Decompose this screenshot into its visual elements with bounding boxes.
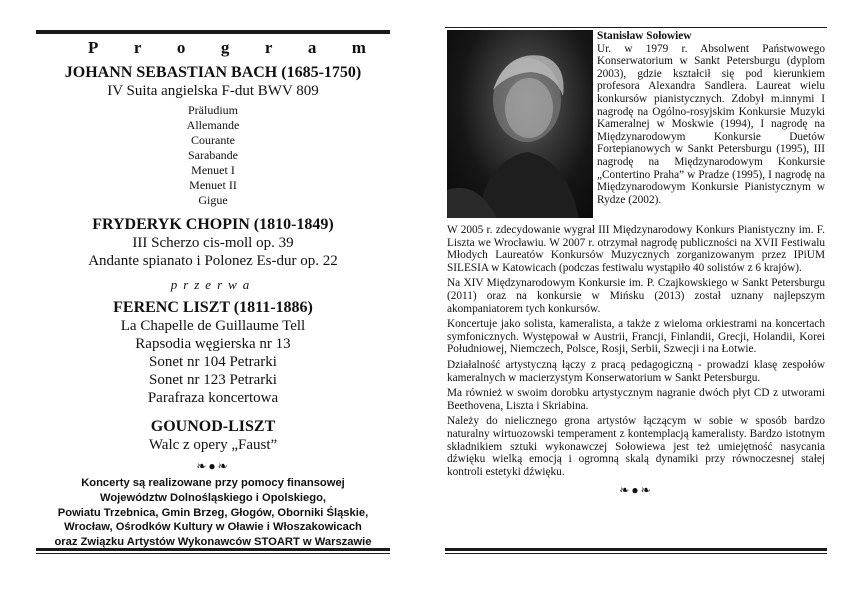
work-title: Walc z opery „Faust” (148, 437, 278, 453)
heading-letter: g (220, 38, 230, 57)
sponsor-line: Koncerty są realizowane przy pomocy finansowej (81, 477, 345, 489)
intermission-label: przerwa (170, 277, 256, 292)
portrait-image (447, 30, 593, 218)
composer-name: FRYDERYK CHOPIN (1810-1849) (92, 216, 334, 233)
artist-name: Stanisław Sołowiew (597, 30, 692, 42)
work-title: Sonet nr 104 Petrarki (149, 354, 277, 370)
sponsor-line: Powiatu Trzebnica, Gmin Brzeg, Głogów, Oborniki Śląskie, (57, 506, 369, 519)
top-rule (445, 27, 827, 28)
movement: Gigue (198, 193, 228, 207)
bio-paragraph: Działalność artystyczną łączy z pracą pedagogiczną - prowadzi klasę zespołów kameralnych w macierzystym Konserwatorium w Sankt Petersburgu. (447, 358, 825, 384)
movement: Menuet I (191, 163, 235, 177)
bio-paragraph: Należy do nielicznego grona artystów łączącym w sobie w sposób bardzo naturalny wirtuozowski temperament z kontemplacją kameralisty. Bardzo istotnym składnikiem sztuki wykonawczej Sołowiewa jest też umiejętność nasycania dźwięku wielką emocją i ogromną skalą dynamiki przy równoczesnej stałej kontroli estetyki dźwięku. (447, 415, 825, 478)
work-title: IV Suita angielska F-dut BWV 809 (107, 83, 319, 99)
bio-paragraph: Koncertuje jako solista, kameralista, a także z wieloma orkiestrami na koncertach symfonicznych. Występował w Austrii, Francji, Finlandii, Grecji, Holandii, Korei Południowej, Niemczech, Polsce, Rosji, Serbii, Szwecji i na Łotwie. (447, 318, 825, 356)
work-title: La Chapelle de Guillaume Tell (120, 318, 306, 334)
heading-letter: P (88, 38, 99, 57)
program-heading (36, 38, 390, 58)
bach-section (36, 64, 390, 208)
bottom-rule (445, 548, 827, 551)
movement: Courante (191, 133, 235, 147)
movement: Allemande (186, 118, 240, 132)
bio-intro (597, 30, 825, 206)
composer-name: GOUNOD-LISZT (150, 418, 276, 435)
heading-letter: m (351, 38, 366, 57)
bio-body (447, 224, 825, 497)
heading-letter: o (176, 38, 186, 57)
heading-letter: r (133, 38, 142, 57)
work-title: Andante spianato i Polonez Es-dur op. 22 (88, 253, 338, 269)
movement: Präludium (188, 103, 238, 117)
pianist-photo (447, 30, 593, 218)
chopin-section (36, 216, 390, 270)
work-title: Rapsodia węgierska nr 13 (135, 336, 291, 352)
sponsor-line: Województw Dolnośląskiego i Opolskiego, (99, 491, 327, 504)
bio-paragraph: Na XIV Międzynarodowym Konkursie im. P. Czajkowskiego w Sankt Petersburgu (2011) oraz na konkursie w Mińsku (2013) został uznany najlepszym akompaniatorem tych konkursów. (447, 277, 825, 315)
ornament: ❧●❧ (196, 459, 230, 473)
composer-name: FERENC LISZT (1811-1886) (113, 299, 313, 316)
sponsor-notice (36, 476, 390, 550)
bottom-rule-thin (445, 553, 827, 554)
work-title: III Scherzo cis-moll op. 39 (132, 235, 294, 251)
bottom-rule-thin (36, 553, 390, 554)
bottom-rule (36, 548, 390, 551)
ornament: ❧●❧ (619, 483, 653, 498)
bio-paragraph: Ur. w 1979 r. Absolwent Państwowego Konserwatorium w Sankt Petersburgu (dyplom 2003), gdzie kształcił się pod kierunkiem profesora Alexandra Sandlera. Laureat wielu konkursów pianistycznych. Zdobył m.innymi I nagrodę na Ogólno-rosyjskim Konkursie Muzyki Kameralnej w Moskwie (1994), I nagrodę na Międzynarodowym Konkursie Duetów Fortepianowych w Sankt Petersburgu (1995), III nagrodę na Międzynarodowym Konkursie „Contertino Praha” w Pradze (1995), I nagrodę na Międzynarodowym Konkursie Pianistycznym w Rydze (2002). (597, 42, 825, 206)
bio-paragraph: W 2005 r. zdecydowanie wygrał III Międzynarodowy Konkurs Pianistyczny im. F. Liszta we Wrocławiu. W 2007 r. otrzymał nagrodę publiczności na XVII Festiwalu Młodych Laureatów Konkursów Muzycznych zorganizowanym przez IPiUM SILESIA w Katowicach (podczas festiwalu wystąpiło 40 solistów z 6 krajów). (447, 224, 825, 274)
composer-name: JOHANN SEBASTIAN BACH (1685-1750) (64, 64, 362, 81)
heading-letter: r (264, 38, 273, 57)
biography-page (421, 0, 842, 595)
top-rule (36, 30, 390, 34)
heading-letter: a (307, 38, 317, 57)
movement: Sarabande (188, 148, 238, 162)
liszt-section (36, 299, 390, 407)
work-title: Sonet nr 123 Petrarki (149, 372, 277, 388)
sponsor-line: oraz Związku Artystów Wykonawców STOART w Warszawie (54, 536, 372, 549)
gounod-section (36, 418, 390, 454)
movement: Menuet II (189, 178, 237, 192)
bio-paragraph: Ma również w swoim dorobku artystycznym nagranie dwóch płyt CD z utworami Beethovena, Liszta i Skriabina. (447, 387, 825, 412)
work-title: Parafraza koncertowa (147, 390, 279, 406)
sponsor-line: Wrocław, Ośrodków Kultury w Oławie i Włoszakowicach (64, 521, 362, 534)
